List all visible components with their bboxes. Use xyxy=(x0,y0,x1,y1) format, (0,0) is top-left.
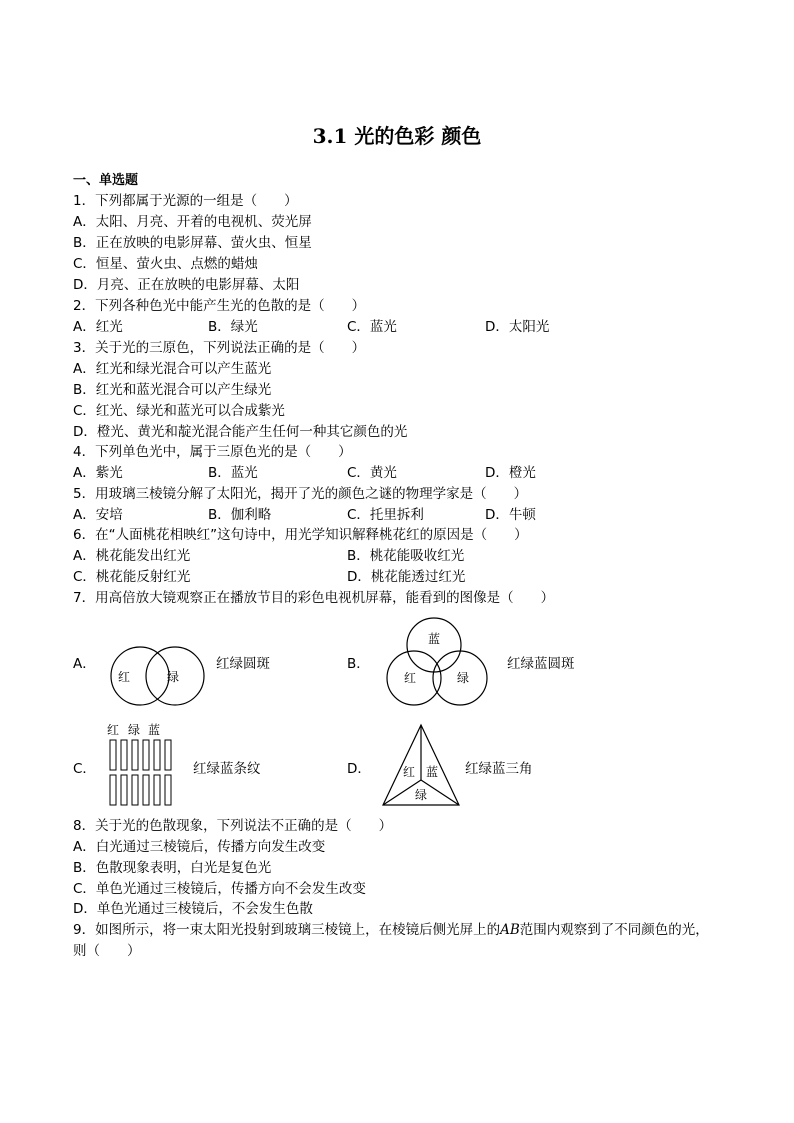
q4-option-b: B．蓝光 xyxy=(208,465,258,481)
q7-option-d-letter: D． xyxy=(347,761,371,777)
q9-ab-label: AB xyxy=(500,922,520,938)
q3-option-a: A．红光和绿光混合可以产生蓝光 xyxy=(73,361,272,377)
q8-option-d: D．单色光通过三棱镜后，不会发生色散 xyxy=(73,901,313,917)
q3-stem: 3．关于光的三原色，下列说法正确的是（ ） xyxy=(73,340,366,356)
q9-stem xyxy=(73,922,709,939)
section-heading: 一、单选题 xyxy=(73,173,139,188)
q1-option-d: D．月亮、正在放映的电影屏幕、太阳 xyxy=(73,277,300,293)
q6-option-d: D．桃花能透过红光 xyxy=(347,569,466,585)
q8-option-a: A．白光通过三棱镜后，传播方向发生改变 xyxy=(73,839,326,855)
q5-option-c: C．托里拆利 xyxy=(347,507,424,523)
q9-stem-part1: 9．如图所示，将一束太阳光投射到玻璃三棱镜上，在棱镜后侧光屏上的 xyxy=(73,922,501,938)
q5-option-b: B．伽利略 xyxy=(208,507,272,523)
q8-stem: 8．关于光的色散现象，下列说法不正确的是（ ） xyxy=(73,818,393,834)
red-label: 红 xyxy=(118,670,131,684)
blue-label: 蓝 xyxy=(428,632,441,646)
q6-option-a: A．桃花能发出红光 xyxy=(73,548,191,564)
q7-stem: 7．用高倍放大镜观察正在播放节目的彩色电视机屏幕，能看到的图像是（ ） xyxy=(73,590,555,606)
q9-stem-line2: 则（ ） xyxy=(73,943,141,959)
green-label: 绿 xyxy=(457,671,470,685)
q7-option-b-caption: 红绿蓝圆斑 xyxy=(507,656,575,672)
q1-option-a: A．太阳、月亮、开着的电视机、荧光屏 xyxy=(73,214,312,230)
q1-option-b: B．正在放映的电影屏幕、萤火虫、恒星 xyxy=(73,235,312,251)
q7-option-d-caption: 红绿蓝三角 xyxy=(465,761,533,777)
green-label: 绿 xyxy=(167,670,180,684)
q8-option-b: B．色散现象表明，白光是复色光 xyxy=(73,860,272,876)
q2-stem: 2．下列各种色光中能产生光的色散的是（ ） xyxy=(73,298,366,314)
q4-option-d: D．橙光 xyxy=(485,465,536,481)
q5-option-d: D．牛顿 xyxy=(485,507,536,523)
q6-option-c: C．桃花能反射红光 xyxy=(73,569,191,585)
q2-option-a: A．红光 xyxy=(73,319,123,335)
q3-option-c: C．红光、绿光和蓝光可以合成紫光 xyxy=(73,403,285,419)
q7-option-c-letter: C． xyxy=(73,761,96,777)
green-label: 绿 xyxy=(128,723,141,737)
q4-option-c: C．黄光 xyxy=(347,465,397,481)
stripes-diagram xyxy=(105,720,175,808)
blue-label: 蓝 xyxy=(148,723,161,737)
q5-option-a: A．安培 xyxy=(73,507,123,523)
red-label: 红 xyxy=(404,671,417,685)
triangle-diagram xyxy=(380,722,462,808)
q7-option-c-caption: 红绿蓝条纹 xyxy=(193,761,261,777)
q8-option-c: C．单色光通过三棱镜后，传播方向不会发生改变 xyxy=(73,881,366,897)
q3-option-d: D．橙光、黄光和靛光混合能产生任何一种其它颜色的光 xyxy=(73,424,408,440)
red-label: 红 xyxy=(107,723,120,737)
q2-option-c: C．蓝光 xyxy=(347,319,397,335)
q7-option-b-letter: B． xyxy=(347,656,370,672)
q4-stem: 4．下列单色光中，属于三原色光的是（ ） xyxy=(73,444,352,460)
page-title: 3.1 光的色彩 颜色 xyxy=(312,124,482,148)
q1-option-c: C．恒星、萤火虫、点燃的蜡烛 xyxy=(73,256,258,272)
q9-stem-part2: 范围内观察到了不同颜色的光， xyxy=(519,922,709,938)
q6-stem: 6．在“人面桃花相映红”这句诗中，用光学知识解释桃花红的原因是（ ） xyxy=(73,527,528,543)
q4-option-a: A．紫光 xyxy=(73,465,123,481)
blue-label: 蓝 xyxy=(426,765,439,779)
green-label: 绿 xyxy=(415,788,428,802)
q3-option-b: B．红光和蓝光混合可以产生绿光 xyxy=(73,382,272,398)
q6-option-b: B．桃花能吸收红光 xyxy=(347,548,465,564)
q5-stem: 5．用玻璃三棱镜分解了太阳光，揭开了光的颜色之谜的物理学家是（ ） xyxy=(73,486,528,502)
q7-option-a-letter: A． xyxy=(73,656,96,672)
q2-option-d: D．太阳光 xyxy=(485,319,550,335)
q1-stem: 1．下列都属于光源的一组是（ ） xyxy=(73,193,298,209)
q2-option-b: B．绿光 xyxy=(208,319,258,335)
two-circles-diagram xyxy=(95,645,205,707)
red-label: 红 xyxy=(403,765,416,779)
q7-option-a-caption: 红绿圆斑 xyxy=(216,656,270,672)
three-circles-diagram xyxy=(384,617,492,707)
